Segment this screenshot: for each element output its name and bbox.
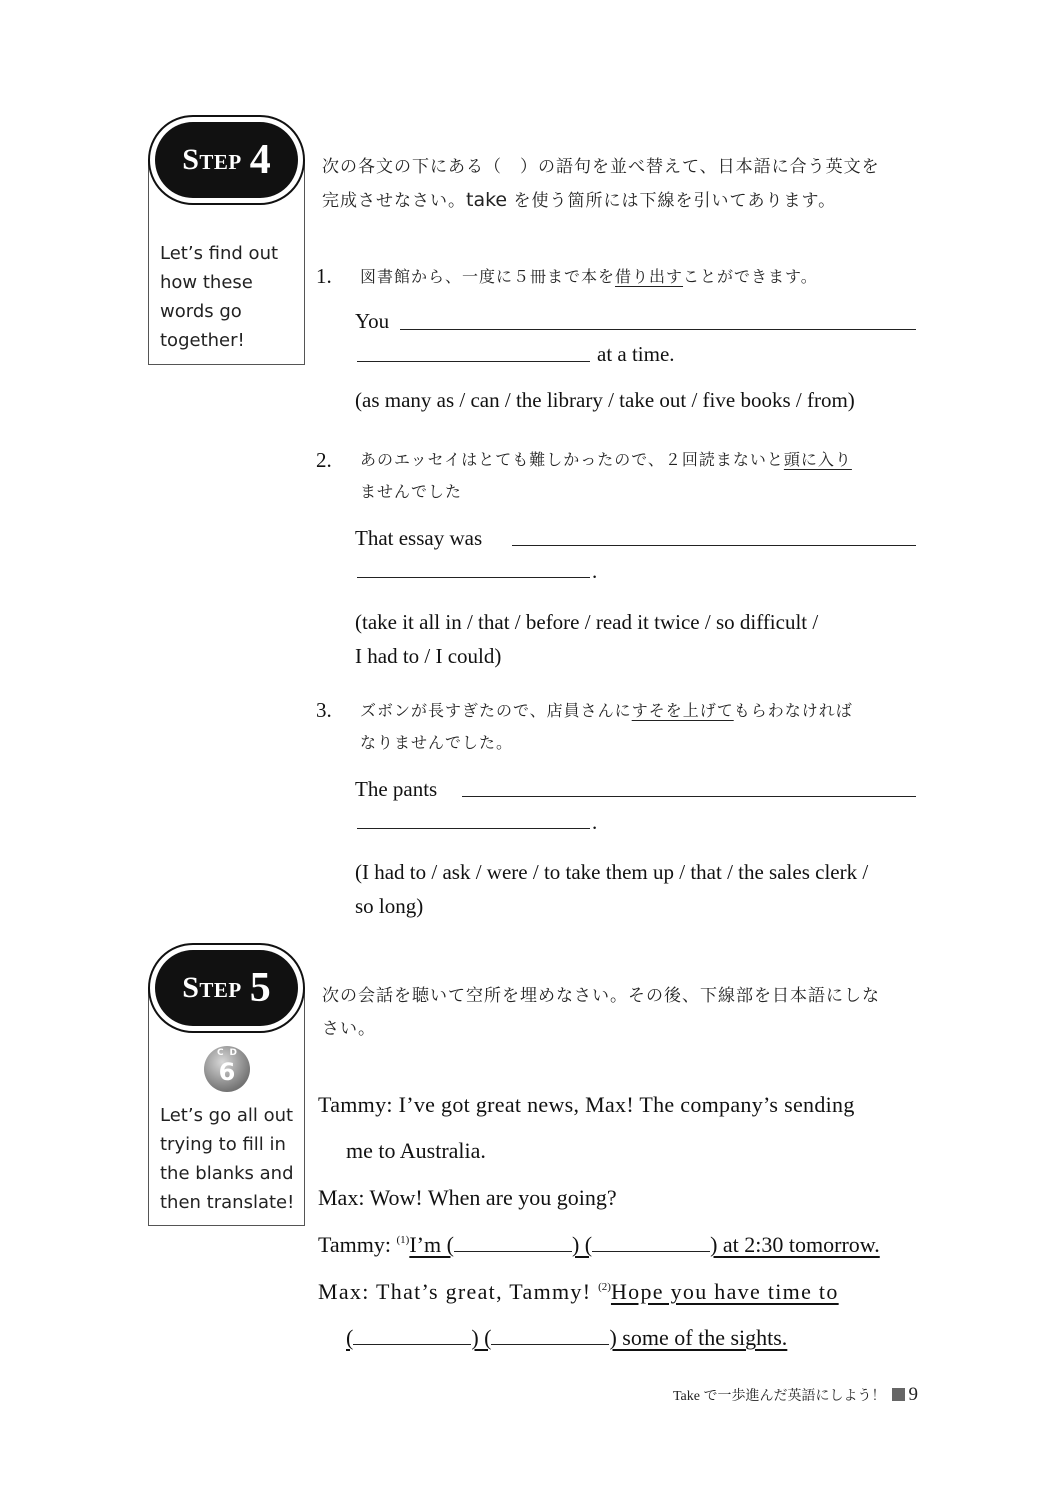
step5-badge [148,943,305,1033]
dialog-line-2: me to Australia. [346,1138,486,1163]
q2-answer-blank-2[interactable] [357,577,590,578]
footer-square-icon [892,1388,905,1401]
q1-number: 1. [316,264,332,288]
page-number: 9 [908,1384,918,1405]
dialog-line-4: Tammy: $^{(1)}$I’m ( ) ( ) at 2:30 tomorrow. [318,1232,880,1257]
q3-japanese: ズボンが長すぎたので、店員さんにすそを上げてもらわなければ なりませんでした。 [360,701,853,752]
q3-answer-blank-2[interactable] [357,828,590,829]
q1-answer-blank-2[interactable] [357,361,590,362]
step5-instruction: 次の会話を聴いて空所を埋めなさい。その後、下線部を日本語にしな さい。 [322,986,880,1039]
step5-side-note: Let’s go all out trying to fill in the blanks and then translate! [160,1105,295,1213]
q3-answer-blank-1[interactable] [462,796,916,797]
dialog-blank-1[interactable] [454,1251,572,1252]
q2-choices: (take it all in / that / before / read it twice / so difficult / I had to / I could) [355,610,819,668]
q2-japanese: あのエッセイはとても難しかったので、２回読まないと頭に入り ませんでした [360,450,852,501]
page-footer [673,1384,918,1406]
q1-start: You [355,309,390,333]
q3-number: 3. [316,698,332,722]
q1-choices: (as many as / can / the library / take out / five books / from) [355,388,855,412]
q2-end: . [592,559,598,583]
step4-badge-word: Step [182,143,242,176]
dialog-line-1: Tammy: I’ve got great news, Max! The company’s sending [318,1092,855,1117]
take-keyword: take [466,189,508,211]
q3-choices: (I had to / ask / were / to take them up / that / the sales clerk / so long) [355,860,869,918]
q1-answer-blank-1[interactable] [400,329,916,330]
q1-end: at a time. [597,342,675,366]
step4-badge [148,115,305,205]
dialog-blank-2[interactable] [592,1251,710,1252]
footer-title: Take で一歩進んだ英語にしよう！ [672,1389,886,1404]
step4-badge-number: 4 [249,137,271,183]
step4-side-note: Let’s find out how these words go together! [160,243,279,351]
dialog-line-5: Max: That’s great, Tammy! $^{(2)}$Hope you have time to [318,1279,839,1304]
dialog-line-6: ( ) ( ) some of the sights. [346,1325,788,1350]
q2-answer-blank-1[interactable] [512,545,916,546]
q2-number: 2. [316,448,332,472]
dialog-blank-4[interactable] [491,1344,609,1345]
q1-japanese: 図書館から、一度に５冊まで本を借り出すことができます。 [360,267,818,286]
step5-badge-number: 5 [249,965,271,1011]
q2-start: That essay was [355,526,483,550]
q3-end: . [592,810,598,834]
dialog-blank-3[interactable] [353,1344,471,1345]
dialog-line-3: Max: Wow! When are you going? [318,1185,617,1210]
cd-track-icon[interactable]: CD 6 [204,1046,250,1092]
step5-badge-word: Step [182,971,242,1004]
q3-start: The pants [355,777,438,801]
step4-instruction: 次の各文の下にある（ ）の語句を並べ替えて、日本語に合う英文を 完成させなさい。take を使う箇所には下線を引いてあります。 [322,157,880,211]
